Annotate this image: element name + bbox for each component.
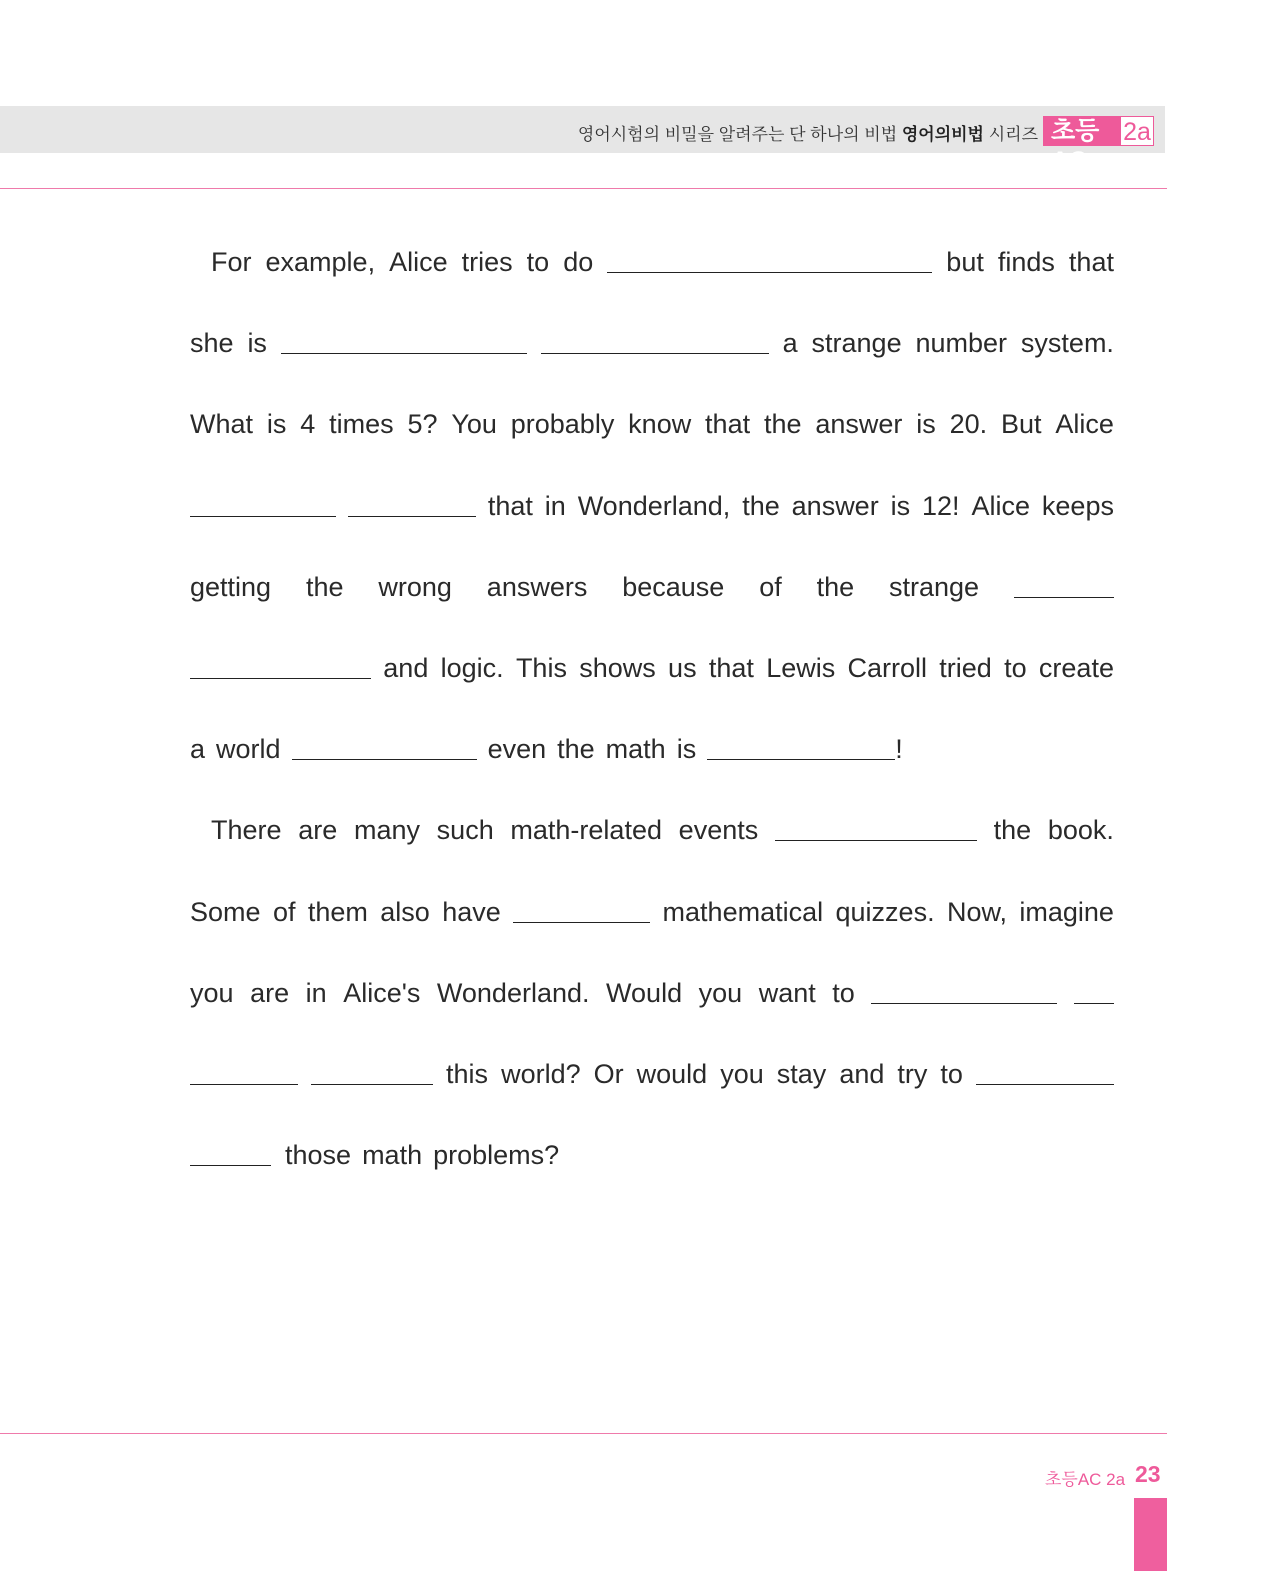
word: and [839,1058,885,1089]
word: 4 [300,409,316,440]
answer-blank[interactable] [190,644,371,679]
word: Wonderland. [436,977,590,1008]
word: know [628,409,692,440]
word: wrong [378,571,452,602]
word: that [708,652,754,683]
word: is [247,328,267,359]
word: shows [579,652,656,683]
answer-blank[interactable] [281,319,527,354]
word: answers [486,571,588,602]
passage-line-3 [190,400,1114,481]
word: tries [461,247,513,277]
word: math [605,734,666,765]
word: to [832,977,855,1008]
word: the [763,409,802,440]
passage-line-4 [190,482,1114,563]
word: of [759,571,782,602]
word: are [250,977,290,1008]
passage-line-6 [190,644,1114,725]
word: us [668,652,697,683]
answer-blank[interactable] [541,319,769,354]
word: a [190,734,206,765]
word: keeps [1041,490,1114,521]
word: and [383,652,429,683]
answer-blank[interactable] [190,482,336,517]
passage-line-2 [190,319,1114,400]
word: finds [997,247,1055,277]
word: Alice [1055,409,1114,440]
word: that [1068,247,1114,277]
word: Alice's [343,977,421,1008]
answer-blank[interactable] [513,888,650,923]
word: of [272,896,296,927]
passage-line-5 [190,563,1114,644]
top-divider [0,188,1167,189]
answer-blank[interactable] [190,1131,271,1166]
tagline-text: 영어시험의 비밀을 알려주는 단 하나의 비법 [577,125,898,144]
passage-line-8 [190,806,1114,887]
word: system. [1020,328,1114,359]
word: Wonderland, [577,490,731,521]
word: to [526,247,550,277]
word: strange [811,328,902,359]
word: because [622,571,725,602]
word: is [890,490,911,521]
word: getting [190,571,272,602]
word: Alice [389,247,448,277]
word: Some [190,896,261,927]
word: What [190,409,254,440]
answer-blank[interactable] [1074,969,1114,1004]
word: create [1038,652,1114,683]
word: imagine [1019,896,1114,927]
word: number [915,328,1008,359]
word: the [742,490,780,521]
word: Lewis [766,652,836,683]
word: quizzes. [835,896,935,927]
word: answer [791,490,879,521]
word: There [211,815,282,846]
word: have [442,896,501,927]
word: the [557,734,595,765]
word: stay [776,1058,827,1089]
answer-blank[interactable] [976,1050,1114,1085]
word: are [298,815,338,846]
word: math-related [510,815,662,846]
word: you [190,977,234,1008]
word: events [678,815,759,846]
series-badge [1043,116,1154,175]
word: in [305,977,327,1008]
word: Carroll [847,652,928,683]
word: 12! [922,490,960,521]
word: 5? [407,409,438,440]
word: you [720,1058,764,1089]
word: times [329,409,394,440]
answer-blank[interactable] [607,238,932,273]
word: but [946,247,984,277]
passage-line-1 [190,238,1114,319]
word: Alice [971,490,1030,521]
word: you [698,977,743,1008]
word: You [451,409,497,440]
bottom-divider [0,1433,1167,1434]
word: But [1000,409,1042,440]
answer-blank[interactable] [871,969,1057,1004]
word: strange [889,571,980,602]
badge-main: 초등AC [1043,116,1121,146]
word: those [285,1140,352,1171]
word: math [362,1140,423,1171]
answer-blank[interactable] [348,482,476,517]
word: mathematical [662,896,824,927]
word: them [307,896,368,927]
word: that [487,490,533,521]
word: example, [265,247,376,277]
series-tagline [578,120,1038,145]
word: is [676,734,697,765]
word: ! [895,734,903,765]
answer-blank[interactable] [775,806,977,841]
word: to [1004,652,1027,683]
word: the [993,815,1032,846]
word: tried [939,652,992,683]
word: such [436,815,494,846]
passage-line-10 [190,969,1114,1050]
word: world? [501,1058,581,1089]
word: a [782,328,798,359]
word: For [211,247,252,277]
word: that [705,409,751,440]
badge-level: 2a [1121,116,1154,146]
word: also [380,896,430,927]
page-number: 23 [1135,1461,1161,1487]
word: 20. [949,409,988,440]
answer-blank[interactable] [707,725,895,760]
word: problems? [433,1140,560,1171]
footer-series-label: 초등AC 2a [1045,1470,1126,1489]
answer-blank[interactable] [311,1050,433,1085]
fill-in-passage [190,238,1114,1212]
word: world [216,734,281,765]
passage-line-12 [190,1131,1114,1212]
word: even [487,734,547,765]
word: This [515,652,567,683]
word: probably [510,409,615,440]
word: the [816,571,855,602]
word: try [897,1058,928,1089]
word: Would [606,977,683,1008]
series-suffix: 시리즈 [988,125,1038,144]
word: logic. [440,652,504,683]
word: Now, [946,896,1007,927]
word: do [563,247,594,277]
answer-blank[interactable] [190,1050,298,1085]
word: want [758,977,816,1008]
passage-line-9 [190,888,1114,969]
passage-line-7 [190,725,1114,806]
word: book. [1047,815,1114,846]
page-edge-tab [1134,1498,1167,1571]
passage-line-11 [190,1050,1114,1131]
word: this [446,1058,489,1089]
answer-blank[interactable] [1014,563,1114,598]
word: many [353,815,420,846]
word: to [940,1058,963,1089]
word: answer [815,409,903,440]
word: is [916,409,936,440]
word: would [636,1058,708,1089]
series-name: 영어의비법 [901,125,984,144]
word: she [190,328,234,359]
word: in [544,490,566,521]
word: Or [593,1058,624,1089]
answer-blank[interactable] [292,725,477,760]
word: is [266,409,287,440]
word: the [305,571,344,602]
